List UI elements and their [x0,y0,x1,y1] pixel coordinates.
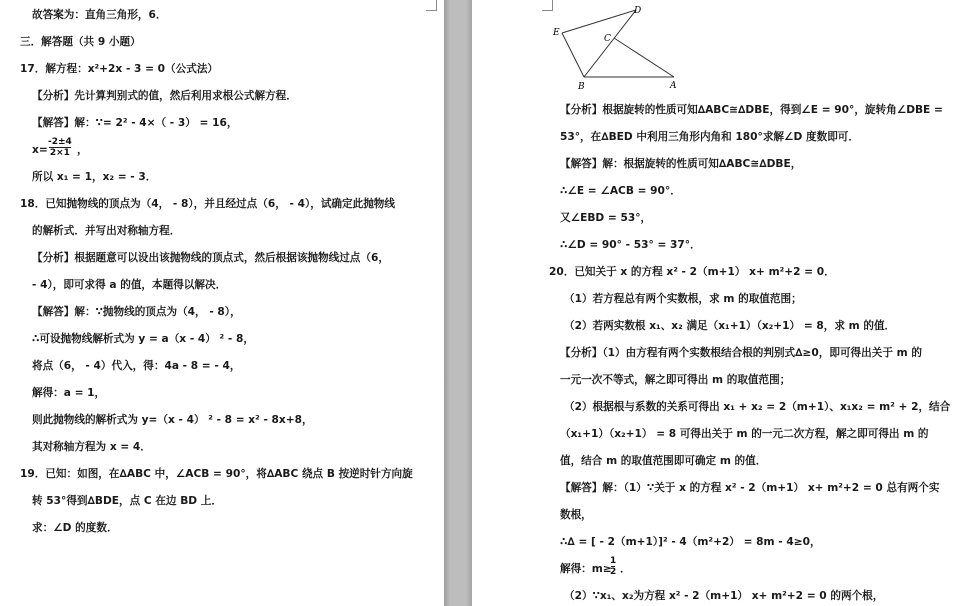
section-heading: 三．解答题（共 9 小题） [20,36,141,48]
text-line: 值，结合 m 的取值范围即可确定 m 的值． [560,455,767,467]
left-page [0,0,444,606]
text-line: （x₁+1）（x₂+1） = 8 可得出关于 m 的一元二次方程，解之即可得出 m 的 [560,428,929,440]
text-line: 解得：m≥ [560,563,612,575]
segment-ED [562,10,636,33]
margin-corner-mark [426,0,437,11]
text-line: 数根， [560,509,592,521]
formula-fraction [48,137,72,158]
text-line: （2）根据根与系数的关系可得出 x₁ + x₂ = 2（m+1）、x₁x₂ = m² + 2，结合 [564,401,951,413]
text-line: 所以 x₁ = 1，x₂ = - 3． [32,171,157,183]
text-line: ∴∠E = ∠ACB = 90°． [560,185,681,197]
problem-19-title: 19．已知：如图，在∆ABC 中，∠ACB = 90°，将∆ABC 绕点 B 按逆时针方向旋 [20,468,413,480]
text-line: ∴∆ = [ - 2（m+1）]² - 4（m²+2） = 8m - 4≥0， [560,536,821,548]
text-line: 53°，在∆BED 中利用三角形内角和 180°求解∠D 度数即可． [560,131,859,143]
fraction-suffix: ， [77,144,88,156]
text-line: 一元一次不等式，解之即可得出 m 的取值范围； [560,374,791,386]
label-C: C [604,34,611,44]
label-B: B [578,82,585,92]
fraction-denominator: 2 [610,567,617,577]
fraction-suffix: ． [620,563,631,575]
text-line: - 4），即可求得 a 的值，本题得以解决． [32,279,227,291]
geometry-figure [552,0,682,92]
text-line: 其对称轴方程为 x = 4． [32,441,151,453]
text-line: 则此抛物线的解析式为 y=（x - 4） ² - 8 = x² - 8x+8， [32,414,313,426]
problem-17-title: 17．解方程：x²+2x - 3 = 0（公式法） [20,63,219,75]
text-line: 转 53°得到∆BDE，点 C 在边 BD 上． [32,495,222,507]
formula-fraction [610,556,616,577]
text-line: ∴可设抛物线解析式为 y = a（x - 4） ² - 8， [32,333,254,345]
text-line: 将点（6， - 4）代入，得：4a - 8 = - 4， [32,360,241,372]
text-line: 【分析】（1）由方程有两个实数根结合根的判别式∆≥0，即可得出关于 m 的 [560,347,922,359]
right-page [472,0,958,606]
text-line: 又∠EBD = 53°， [560,212,652,224]
problem-18-title: 18．已知抛物线的顶点为（4， - 8），并且经过点（6， - 4），试确定此抛物线 [20,198,395,210]
text-line: 【分析】根据旋转的性质可知∆ABC≅∆DBE，得到∠E = 90°，旋转角∠DBE = [560,104,943,116]
fraction-numerator: 1 [610,556,617,566]
segment-CA [614,38,674,77]
text-line: 故答案为：直角三角形，6． [32,9,167,21]
text-line: ∴∠D = 90° - 53° = 37°． [560,239,701,251]
text-line: 解得：a = 1， [32,387,106,399]
text-line: 求：∠D 的度数． [32,522,118,534]
text-line: 【解答】解：∵抛物线的顶点为（4， - 8）， [32,306,241,318]
text-line: （1）若方程总有两个实数根，求 m 的取值范围； [564,293,802,305]
label-D: D [634,6,642,16]
formula-x-label: x= [32,144,48,156]
text-line: （2）若两实数根 x₁、x₂ 满足（x₁+1）（x₂+1） = 8，求 m 的值． [564,320,896,332]
label-E: E [553,28,560,38]
problem-20-title: 20．已知关于 x 的方程 x² - 2（m+1） x+ m²+2 = 0． [549,266,835,278]
text-line: 的解析式．并写出对称轴方程． [32,225,181,237]
segment-EB [562,33,584,77]
text-line: 【分析】先计算判别式的值，然后利用求根公式解方程． [32,90,297,102]
text-line: 【解答】解：根据旋转的性质可知∆ABC≅∆DBE， [560,158,802,170]
text-line: 【解答】解：（1）∵关于 x 的方程 x² - 2（m+1） x+ m²+2 = 0 总有两个实 [560,482,940,494]
fraction-denominator: 2×1 [49,148,70,158]
gutter-shadow-left [444,0,450,606]
text-line: 【分析】根据题意可以设出该抛物线的顶点式，然后根据该抛物线过点（6， [32,252,389,264]
label-A: A [670,81,677,91]
text-line: （2）∵x₁、x₂为方程 x² - 2（m+1） x+ m²+2 = 0 的两个根， [564,590,884,602]
fraction-numerator: -2±4 [48,137,72,147]
text-line: 【解答】解：∵= 2² - 4×（ - 3） = 16， [32,117,238,129]
